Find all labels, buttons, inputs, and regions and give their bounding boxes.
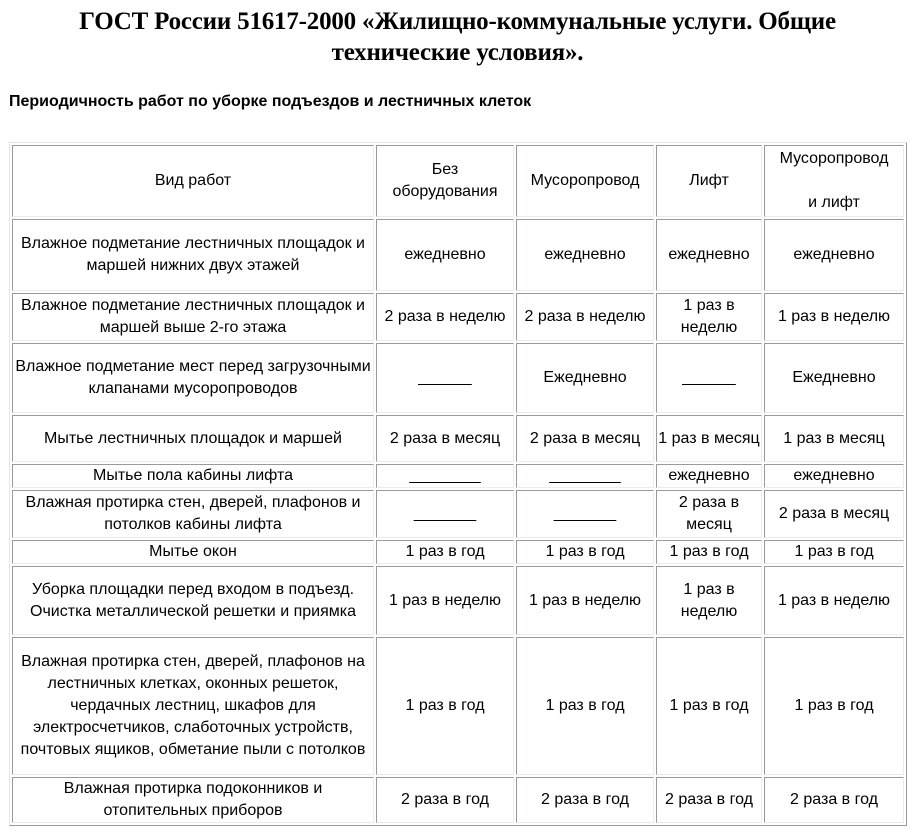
frequency-text: 1 раз в год	[545, 543, 625, 560]
work-type-text: Влажная протирка стен, дверей, плафонов и потолков кабины лифта	[25, 494, 361, 533]
frequency-cell	[376, 219, 514, 291]
frequency-text: 1 раз в неделю	[680, 580, 738, 620]
title-line-1: ГОСТ России 51617-2000 «Жилищно-коммунальные услуги. Общие	[79, 8, 836, 35]
not-applicable-dash: ______	[682, 369, 736, 386]
work-type-text: Влажное подметание лестничных площадок и маршей выше 2-го этажа	[21, 297, 365, 336]
header-label: Вид работ	[154, 172, 232, 189]
frequency-cell	[656, 566, 762, 635]
title-line-2: технические условия».	[331, 39, 584, 66]
frequency-cell	[376, 777, 514, 823]
work-type-text: Влажное подметание лестничных площадок и маршей нижних двух этажей	[21, 235, 365, 274]
not-applicable-dash: _______	[413, 505, 477, 522]
frequency-text: ежедневно	[544, 246, 626, 263]
frequency-cell	[656, 637, 762, 775]
frequency-cell	[656, 219, 762, 291]
frequency-cell	[656, 343, 762, 413]
work-type-text: Мытье пола кабины лифта	[93, 467, 293, 484]
frequency-text: 1 раз в неделю	[528, 591, 642, 609]
work-type-text: Влажное подметание мест перед загрузочными клапанами мусоропроводов	[15, 358, 371, 397]
frequency-text: 2 раза в месяц	[778, 505, 890, 522]
work-type-text: Влажная протирка подоконников и отопительных приборов	[63, 780, 323, 819]
header-label: Мусоропровод	[779, 150, 889, 167]
work-type-cell	[12, 566, 374, 635]
not-applicable-dash: ______	[418, 369, 472, 386]
work-type-cell	[12, 293, 374, 341]
frequency-cell	[376, 343, 514, 413]
frequency-cell	[516, 490, 654, 538]
frequency-cell	[516, 415, 654, 462]
frequency-cell	[516, 219, 654, 291]
frequency-cell	[516, 293, 654, 341]
frequency-text: 2 раза в год	[665, 791, 753, 808]
table-row	[12, 343, 904, 413]
work-type-cell	[12, 464, 374, 488]
header-label: оборудования	[392, 183, 498, 200]
frequency-cell	[764, 293, 904, 341]
not-applicable-dash: _______	[553, 505, 617, 522]
work-type-text: Мытье окон	[149, 543, 237, 560]
frequency-cell	[764, 637, 904, 775]
table-row	[12, 637, 904, 775]
frequency-text: 1 раз в год	[794, 697, 874, 714]
frequency-text: 2 раза в месяц	[678, 494, 740, 533]
table-row	[12, 415, 904, 462]
frequency-text: ежедневно	[793, 246, 875, 263]
table-row	[12, 777, 904, 823]
frequency-cell	[764, 490, 904, 538]
frequency-cell	[516, 777, 654, 823]
header-spacer	[766, 170, 902, 192]
frequency-cell	[516, 343, 654, 413]
frequency-cell	[656, 540, 762, 564]
header-lift	[656, 145, 762, 217]
work-type-text: Влажная протирка стен, дверей, плафонов на лестничных клетках, оконных решеток, чердачных лестниц, шкафов для электросчетчиков, слаботочных устройств, почтовых ящиков, обметание пыли с потолков	[20, 653, 366, 758]
header-label: Мусоропровод	[530, 172, 640, 189]
frequency-text: Ежедневно	[792, 369, 876, 386]
table-row	[12, 566, 904, 635]
frequency-text: 1 раз в год	[669, 543, 749, 560]
frequency-text: 2 раза в неделю	[384, 308, 506, 325]
frequency-text: 2 раза в месяц	[529, 429, 641, 447]
frequency-cell	[764, 415, 904, 462]
not-applicable-dash: ________	[409, 467, 481, 484]
frequency-cell	[516, 464, 654, 488]
frequency-text: 2 раза в месяц	[389, 429, 501, 447]
frequency-text: 1 раз в неделю	[388, 591, 502, 609]
frequency-text: 1 раз в год	[545, 697, 625, 714]
frequency-cell	[516, 540, 654, 564]
header-work-type	[12, 145, 374, 217]
header-row	[12, 145, 904, 217]
frequency-text: 2 раза в год	[401, 791, 489, 808]
frequency-text: 1 раз в неделю	[680, 297, 738, 336]
frequency-cell	[764, 777, 904, 823]
header-label: Без	[431, 161, 459, 178]
frequency-cell	[764, 566, 904, 635]
frequency-text: 2 раза в год	[790, 791, 878, 808]
table-row	[12, 464, 904, 488]
frequency-cell	[376, 293, 514, 341]
header-no-equipment	[376, 145, 514, 217]
frequency-cell	[376, 637, 514, 775]
frequency-text: ежедневно	[404, 246, 486, 263]
table-row	[12, 540, 904, 564]
header-chute-and-lift	[764, 145, 904, 217]
header-label: Лифт	[689, 172, 729, 189]
document-title	[0, 6, 915, 68]
frequency-text: 1 раз в год	[405, 543, 485, 560]
frequency-cell	[764, 540, 904, 564]
table-row	[12, 219, 904, 291]
frequency-text: 1 раз в неделю	[777, 308, 891, 325]
frequency-text: 2 раза в неделю	[524, 308, 646, 325]
frequency-cell	[764, 343, 904, 413]
work-type-cell	[12, 490, 374, 538]
frequency-cell	[656, 415, 762, 462]
not-applicable-dash: ________	[549, 467, 621, 484]
frequency-text: 1 раз в год	[405, 697, 485, 714]
frequency-text: 1 раз в месяц	[783, 429, 885, 447]
frequency-text: ежедневно	[668, 246, 750, 263]
frequency-text: 2 раза в год	[541, 791, 629, 808]
work-type-cell	[12, 343, 374, 413]
frequency-cell	[656, 464, 762, 488]
work-type-cell	[12, 637, 374, 775]
frequency-cell	[376, 464, 514, 488]
frequency-cell	[764, 464, 904, 488]
frequency-cell	[656, 293, 762, 341]
frequency-cell	[376, 490, 514, 538]
section-heading: Периодичность работ по уборке подъездов и лестничных клеток	[9, 93, 532, 110]
table-row	[12, 490, 904, 538]
work-type-cell	[12, 540, 374, 564]
work-type-text: Мытье лестничных площадок и маршей	[44, 429, 342, 447]
frequency-cell	[656, 777, 762, 823]
frequency-cell	[764, 219, 904, 291]
frequency-cell	[376, 540, 514, 564]
work-type-cell	[12, 219, 374, 291]
frequency-text: 1 раз в год	[669, 697, 749, 714]
work-type-cell	[12, 777, 374, 823]
table-row	[12, 293, 904, 341]
work-type-cell	[12, 415, 374, 462]
frequency-text: Ежедневно	[543, 369, 627, 386]
header-chute	[516, 145, 654, 217]
work-type-text: Уборка площадки перед входом в подъезд. Очистка металлической решетки и приямка	[30, 580, 356, 620]
header-label: и лифт	[808, 194, 860, 211]
frequency-text: 1 раз в год	[794, 543, 874, 560]
frequency-text: 1 раз в месяц	[658, 429, 760, 447]
frequency-cell	[376, 566, 514, 635]
cleaning-schedule-table	[9, 142, 907, 826]
frequency-text: ежедневно	[668, 467, 750, 484]
frequency-cell	[516, 566, 654, 635]
frequency-text: 1 раз в неделю	[777, 591, 891, 609]
frequency-cell	[376, 415, 514, 462]
frequency-cell	[516, 637, 654, 775]
frequency-cell	[656, 490, 762, 538]
frequency-text: ежедневно	[793, 467, 875, 484]
